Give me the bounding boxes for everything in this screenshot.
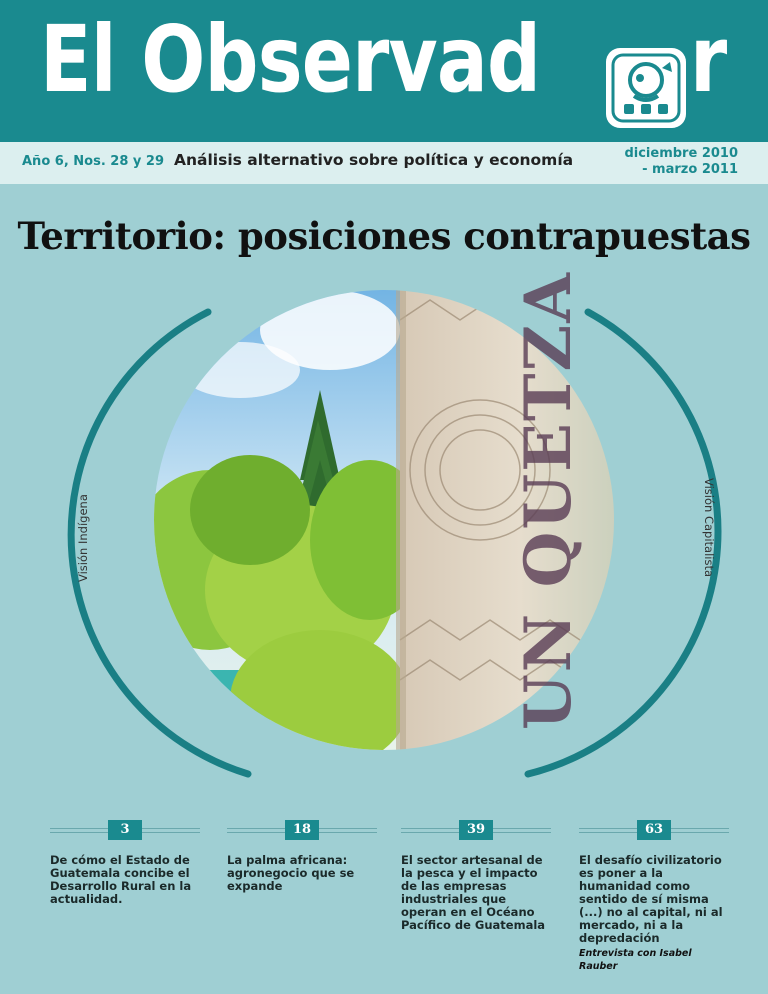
article-title: El desafío civilizatorio es poner a la humanidad como sentido de sí misma (...) no al capital, ni al mercado, ni a la depredación (579, 853, 723, 945)
banknote-text: UN QUETZA (511, 271, 586, 730)
masthead-title-end: r (690, 6, 728, 113)
cover-illustration (0, 260, 768, 820)
label-vision-capitalista: Visión Capitalista (702, 478, 716, 578)
page-number: 39 (459, 820, 493, 840)
issue-date-line1: diciembre 2010 (624, 146, 738, 161)
label-vision-indigena: Visión Indígena (76, 494, 90, 582)
article-subtitle: Entrevista con Isabel Rauber (579, 948, 692, 972)
masthead-title: El Observad (40, 6, 541, 113)
masthead (0, 0, 768, 142)
tagline: Análisis alternativo sobre política y economía (174, 151, 574, 169)
cover-headline: Territorio: posiciones contrapuestas (17, 214, 751, 258)
article-title: La palma africana: agronegocio que se expande (227, 853, 355, 893)
article-title: De cómo el Estado de Guatemala concibe el Desarrollo Rural en la actualidad. (50, 853, 192, 906)
article-title: El sector artesanal de la pesca y el impacto de las empresas industriales que operan en el Océano Pacífico de Guatemala (401, 853, 546, 932)
issue-date-line2: - marzo 2011 (642, 162, 738, 177)
issue-date (578, 146, 738, 178)
page-number: 3 (108, 820, 142, 840)
page-number: 63 (637, 820, 671, 840)
page-number: 18 (285, 820, 319, 840)
mayan-glyph-icon (604, 46, 688, 130)
issue-number: Año 6, Nos. 28 y 29 (22, 154, 165, 169)
